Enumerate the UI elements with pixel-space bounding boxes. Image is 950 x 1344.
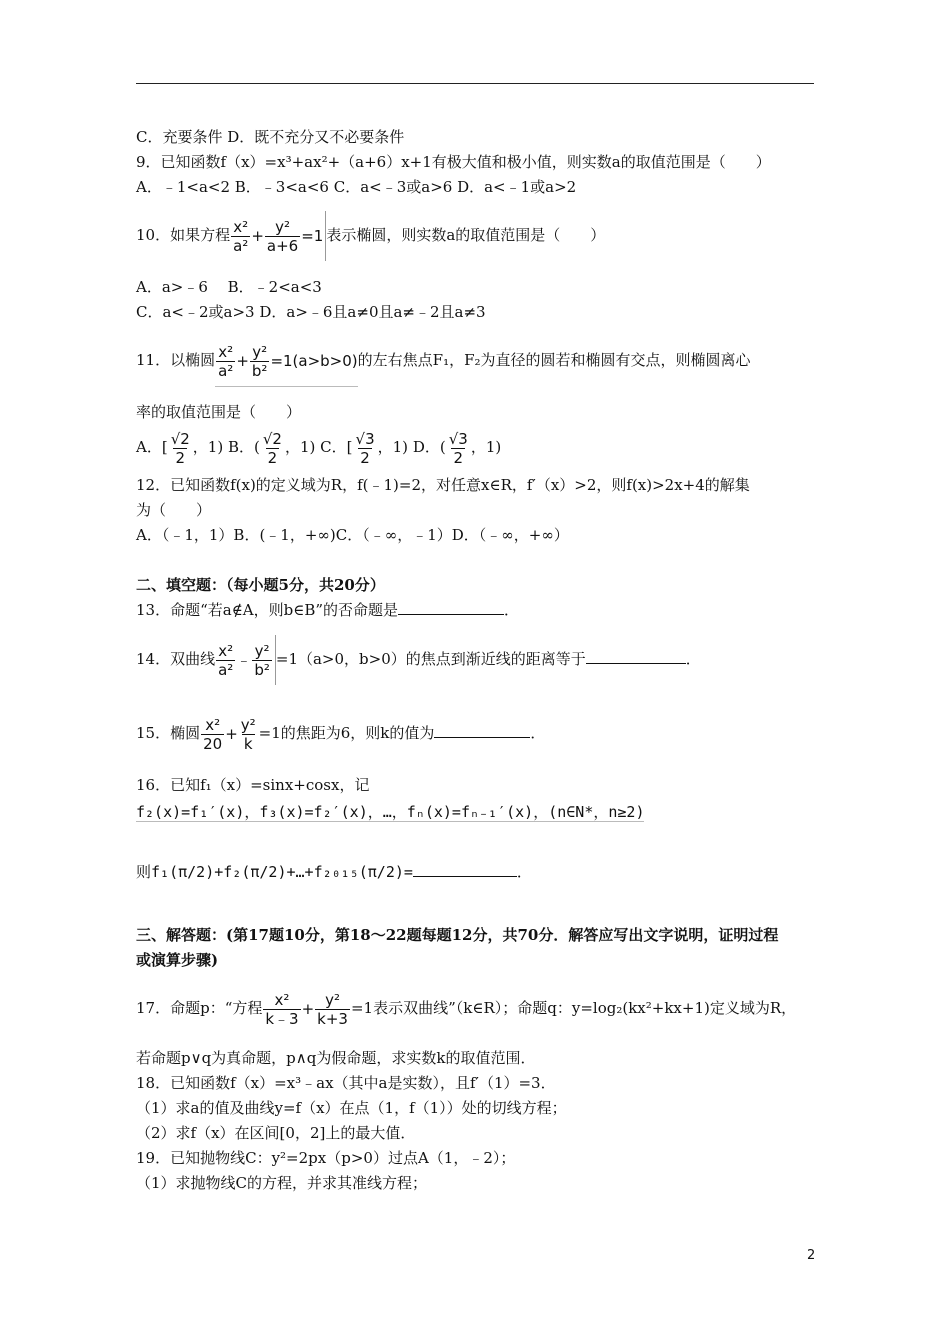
section-3-heading: 三、解答题：(第17题10分，第18～22题每题12分，共70分．解答应写出文字说明，证明过程 <box>136 926 779 944</box>
section-2-heading: 二、填空题：（每小题5分，共20分） <box>136 576 385 594</box>
question-10-options-ab: A．a>﹣6 B．﹣2<a<3 <box>136 278 322 296</box>
fraction: $\frac{\text{x²}}{\text{a²}}$ <box>233 218 249 255</box>
fraction: $\frac{\text{y²}}{k}$ <box>240 716 256 753</box>
question-18-part-2: （2）求f（x）在区间[0，2]上的最大值． <box>136 1124 416 1142</box>
fraction: $\frac{\text{y²}}{k+3}$ <box>317 991 348 1028</box>
question-15: 15．椭圆 $\frac{\text{x²}}{20}$ + $\frac{\text{y²}}{k}$ =1的焦距为6，则k的值为 ． <box>136 708 545 759</box>
question-16: 16．已知f₁（x）=sinx+cosx，记 <box>136 776 370 794</box>
answer-blank <box>434 723 530 738</box>
fraction: $\frac{\text{x²}}{\text{a²}}$ <box>218 342 234 380</box>
q11-prefix: 11．以椭圆 <box>136 351 216 369</box>
fraction: $\frac{\text{y²}}{\text{b²}}$ <box>251 342 268 380</box>
question-11-options: A．[ $\frac{√2}{2}$ ，1) B．( $\frac{√2}{2}$ ，1) C．[ $\frac{√3}{2}$ ，1) D．( $\frac{√3}{2}$ ，1) <box>136 429 502 467</box>
question-12: 12．已知函数f(x)的定义域为R，f(﹣1)=2，对任意x∈R，f′（x）>2，则f(x)>2x+4的解集 <box>136 476 750 494</box>
section-3-heading-cont: 或演算步骤) <box>136 951 219 969</box>
question-14: 14．双曲线 $\frac{\text{x²}}{\text{a²}}$ ﹣ $\frac{\text{y²}}{\text{b²}}$ =1（a>0，b>0）的焦点到渐近线的距离等于 ． <box>136 634 701 685</box>
question-12-options: A．（﹣1，1）B．(﹣1，+∞)C．（﹣∞，﹣1）D．（﹣∞，+∞） <box>136 526 569 544</box>
question-11-cont: 率的取值范围是（ ） <box>136 403 302 421</box>
question-9: 9．已知函数f（x）=x³+ax²+（a+6）x+1有极大值和极小值，则实数a的取值范围是（ ） <box>136 153 771 171</box>
q16-formula: f₂(x)=f₁′(x)，f₃(x)=f₂′(x)，…，fₙ(x)=fₙ₋₁′(x)，(n∈N*，n≥2) <box>136 803 645 821</box>
fraction: $\frac{√2}{2}$ <box>170 429 190 467</box>
question-13: 13．命题“若a∉A，则b∈B”的否命题是 ． <box>136 601 520 619</box>
q11-equation: $\frac{\text{x²}}{\text{a²}}$ + $\frac{\text{y²}}{\text{b²}}$ =1(a>b>0) <box>215 336 358 387</box>
fraction: $\frac{\text{x²}}{20}$ <box>203 716 223 753</box>
question-10 <box>136 210 605 261</box>
q16-sum-line: 则f₁(π/2)+f₂(π/2)+…+f₂₀₁₅(π/2)= ． <box>136 863 532 881</box>
q10-prefix: 10．如果方程 <box>136 226 231 244</box>
q10-equation: $\frac{\text{x²}}{\text{a²}}$ + $\frac{\text{y²}}{a+6}$ =1 <box>230 211 326 261</box>
fraction: $\frac{\text{x²}}{\text{a²}}$ <box>218 642 234 679</box>
fraction: $\frac{√3}{2}$ <box>355 429 375 467</box>
fraction: $\frac{\text{x²}}{k﹣3}$ <box>265 991 299 1028</box>
answer-blank <box>586 649 686 664</box>
q11-suffix: 的左右焦点F₁，F₂为直径的圆若和椭圆有交点，则椭圆离心 <box>357 351 751 369</box>
page-number: 2 <box>807 1248 816 1263</box>
q17-equation: $\frac{\text{x²}}{k﹣3}$ + $\frac{\text{y²}}{k+3}$ <box>265 991 348 1028</box>
fraction: $\frac{\text{y²}}{\text{b²}}$ <box>254 642 270 679</box>
q14-equation: $\frac{\text{x²}}{\text{a²}}$ ﹣ $\frac{\text{y²}}{\text{b²}}$ <box>215 635 276 685</box>
question-19: 19．已知抛物线C：y²=2px（p>0）过点A（1，﹣2）； <box>136 1149 516 1167</box>
question-11 <box>136 335 751 387</box>
question-12-cont: 为（ ） <box>136 501 212 519</box>
question-10-options-cd: C．a<﹣2或a>3 D．a>﹣6且a≠0且a≠﹣2且a≠3 <box>136 303 486 321</box>
answer-blank <box>413 862 517 877</box>
q8-options-cont: C．充要条件 D．既不充分又不必要条件 <box>136 128 405 146</box>
header-rule <box>136 83 814 84</box>
fraction: $\frac{√3}{2}$ <box>448 429 468 467</box>
question-9-options: A．﹣1<a<2 B．﹣3<a<6 C．a<﹣3或a>6 D．a<﹣1或a>2 <box>136 178 577 196</box>
question-18-part-1: （1）求a的值及曲线y=f（x）在点（1，f（1））处的切线方程； <box>136 1099 567 1117</box>
question-17: 17．命题p：“方程 $\frac{\text{x²}}{k﹣3}$ + $\frac{\text{y²}}{k+3}$ =1表示双曲线”（k∈R）；命题q：y=log₂(kx²+kx+1)定义域为R， <box>136 983 796 1034</box>
q15-equation: $\frac{\text{x²}}{20}$ + $\frac{\text{y²}}{k}$ <box>203 716 256 753</box>
answer-blank <box>398 600 504 615</box>
fraction: $\frac{√2}{2}$ <box>262 429 282 467</box>
question-18: 18．已知函数f（x）=x³﹣ax（其中a是实数），且f′（1）=3． <box>136 1074 556 1092</box>
fraction: $\frac{\text{y²}}{a+6}$ <box>266 218 299 255</box>
q10-suffix: 表示椭圆，则实数a的取值范围是（ ） <box>326 226 606 244</box>
question-19-part-1: （1）求抛物线C的方程，并求其准线方程； <box>136 1174 428 1192</box>
question-17-cont: 若命题p∨q为真命题，p∧q为假命题，求实数k的取值范围． <box>136 1049 536 1067</box>
